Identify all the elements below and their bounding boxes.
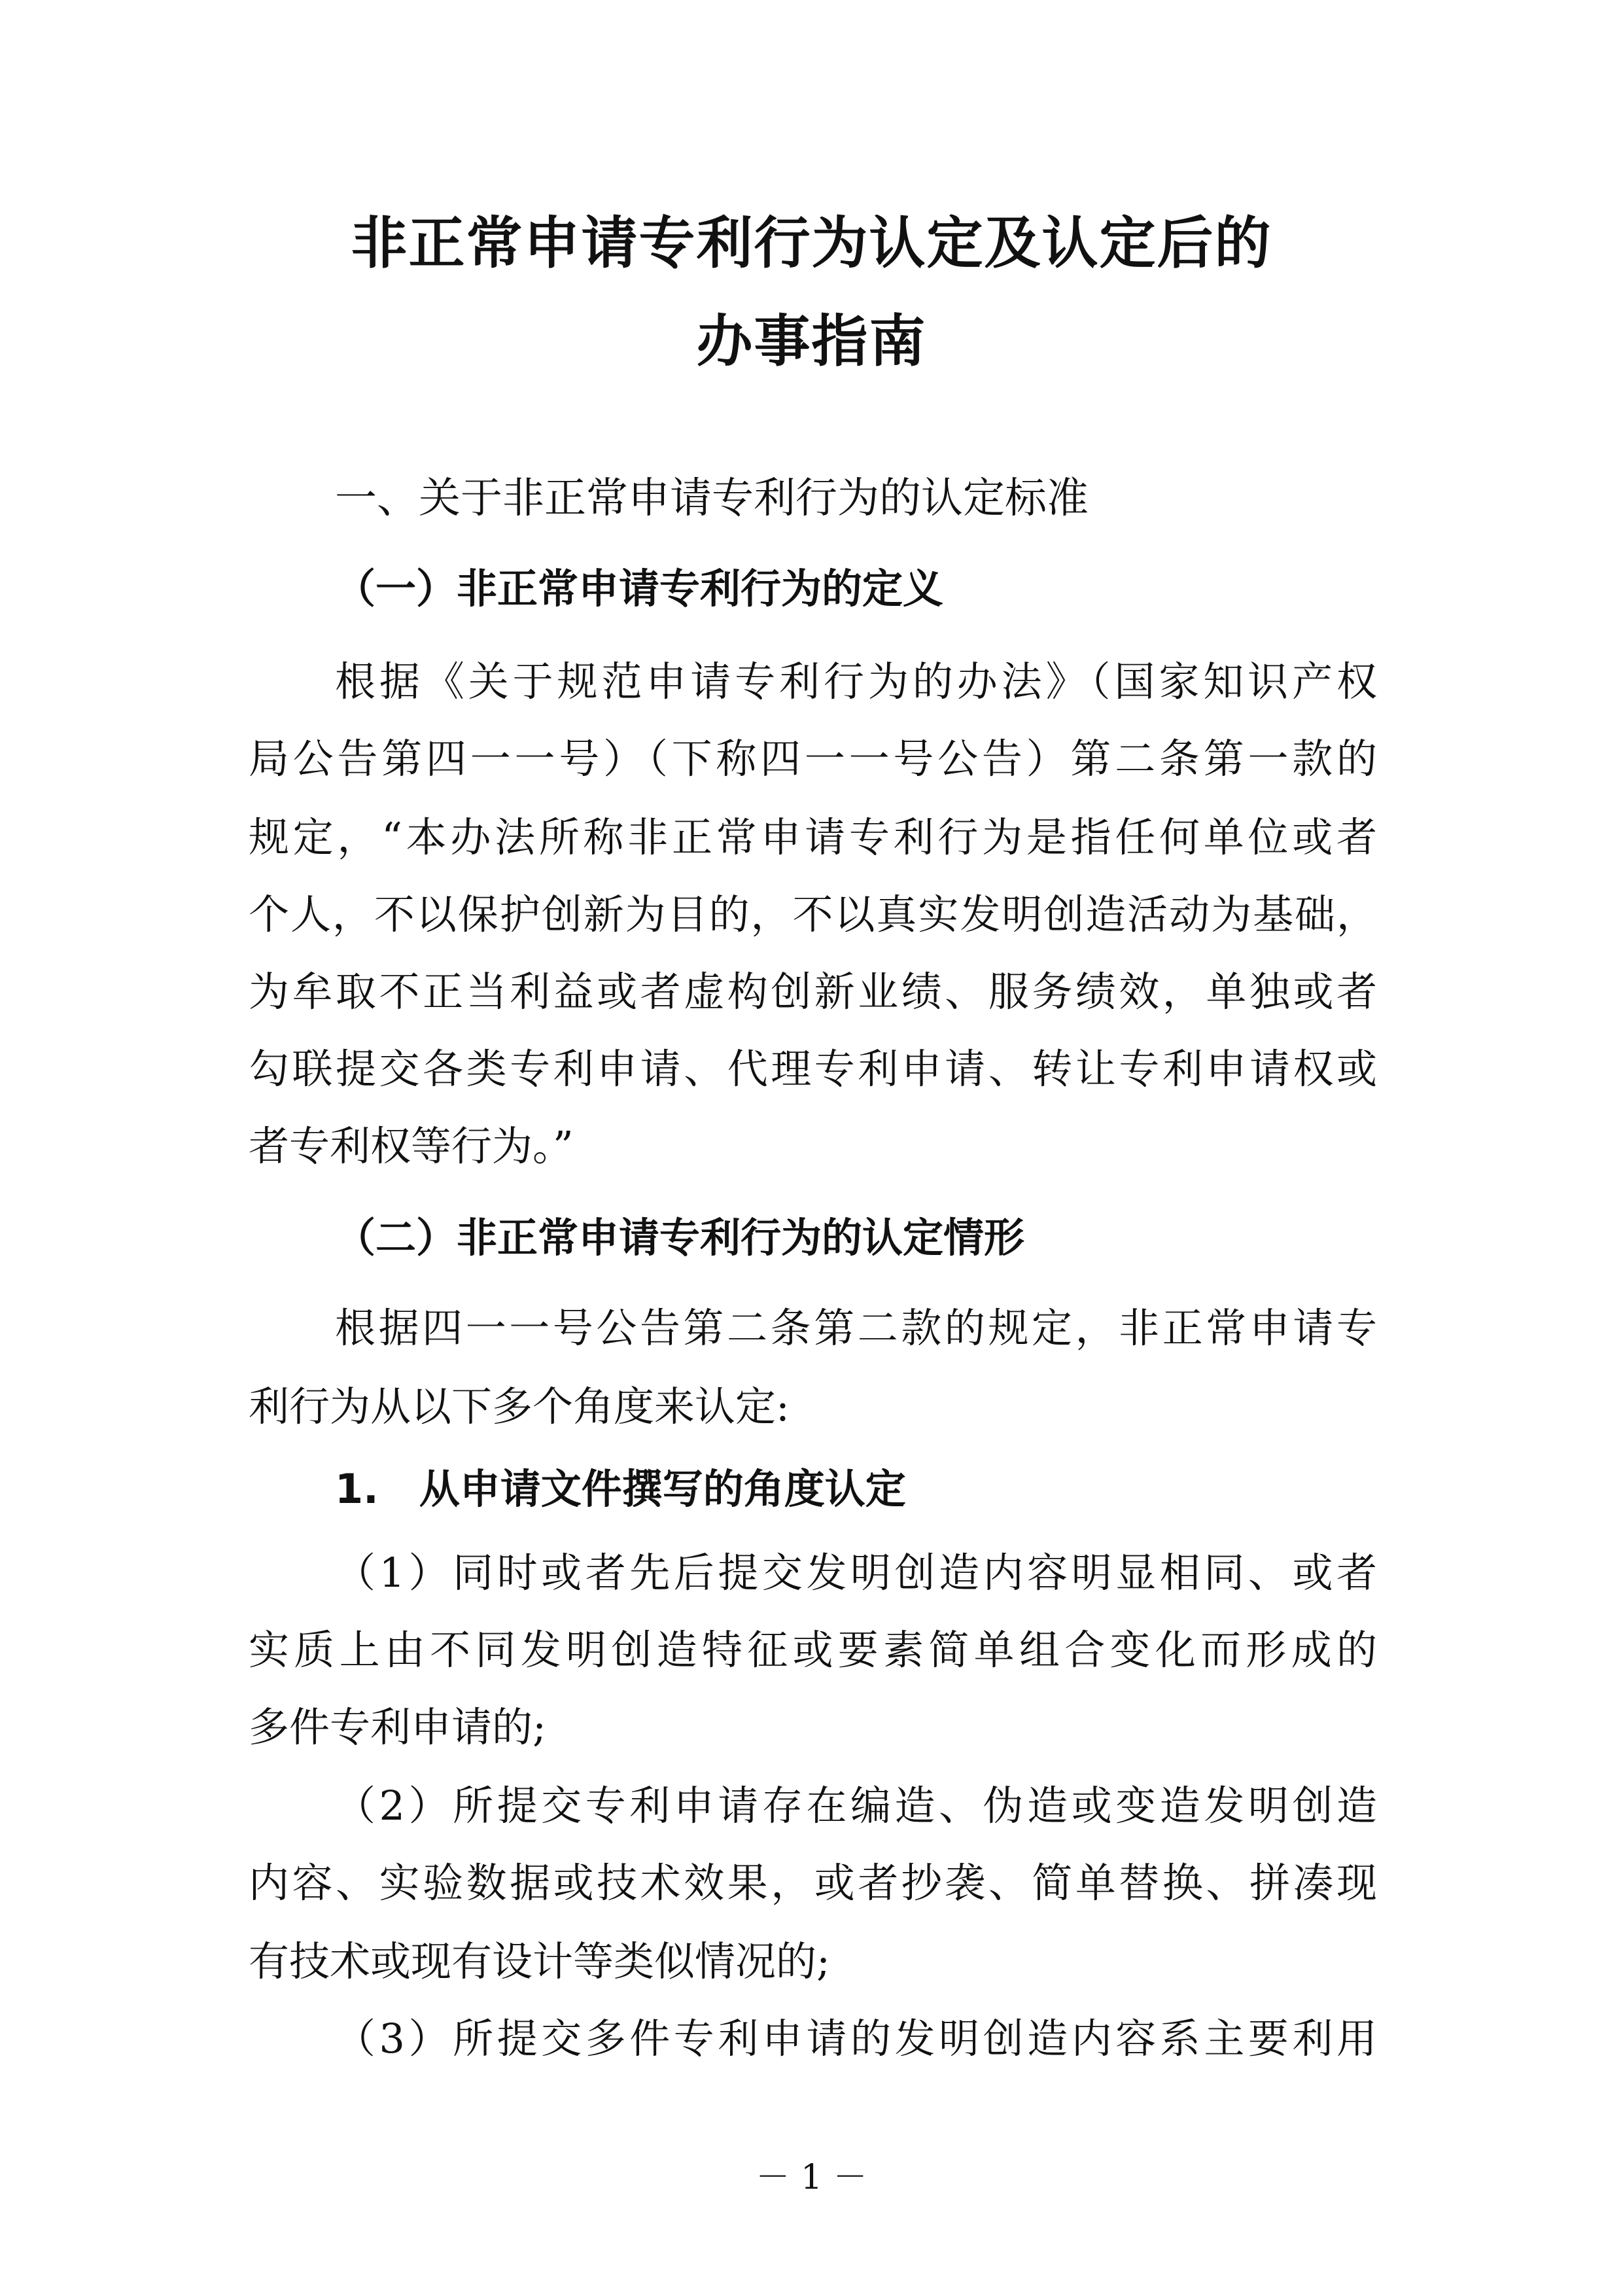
paragraph-line: 根据《关于规范申请专利行为的办法》（国家知识产权	[335, 658, 1377, 705]
document-title-line-2: 办事指南	[696, 309, 927, 374]
page-number: － 1 －	[756, 2158, 867, 2197]
section-heading-1: 一、关于非正常申请专利行为的认定标准	[335, 474, 1089, 523]
paragraph-line: 利行为从以下多个角度来认定:	[249, 1383, 790, 1430]
paragraph-line: 规定，“本办法所称非正常申请专利行为是指任何单位或者	[249, 813, 1377, 861]
subsection-heading-2: （二）非正常申请专利行为的认定情形	[335, 1214, 1025, 1262]
subsection-heading-1: （一）非正常申请专利行为的定义	[335, 565, 944, 612]
paragraph-line: 有技术或现有设计等类似情况的;	[249, 1937, 830, 1985]
paragraph-line: 内容、实验数据或技术效果，或者抄袭、简单替换、拼凑现	[249, 1859, 1377, 1907]
paragraph-line: 实质上由不同发明创造特征或要素简单组合变化而形成的	[249, 1626, 1377, 1674]
item-heading-1: 1. 从申请文件撰写的角度认定	[335, 1465, 906, 1513]
paragraph-line: 局公告第四一一号）（下称四一一号公告）第二条第一款的	[249, 735, 1377, 783]
paragraph-line: 根据四一一号公告第二条第二款的规定，非正常申请专	[335, 1304, 1377, 1352]
paragraph-line: （3）所提交多件专利申请的发明创造内容系主要利用	[335, 2015, 1377, 2062]
paragraph-line: 多件专利申请的;	[249, 1703, 546, 1751]
paragraph-line: （1）同时或者先后提交发明创造内容明显相同、或者	[335, 1549, 1377, 1597]
paragraph-line: 者专利权等行为。”	[249, 1122, 574, 1170]
paragraph-line: 勾联提交各类专利申请、代理专利申请、转让专利申请权或	[249, 1045, 1377, 1093]
paragraph-line: 个人，不以保护创新为目的，不以真实发明创造活动为基础，	[249, 891, 1377, 938]
document-title-line-1: 非正常申请专利行为认定及认定后的	[351, 211, 1272, 276]
paragraph-line: 为牟取不正当利益或者虚构创新业绩、服务绩效，单独或者	[249, 968, 1377, 1016]
paragraph-line: （2）所提交专利申请存在编造、伪造或变造发明创造	[335, 1782, 1377, 1829]
